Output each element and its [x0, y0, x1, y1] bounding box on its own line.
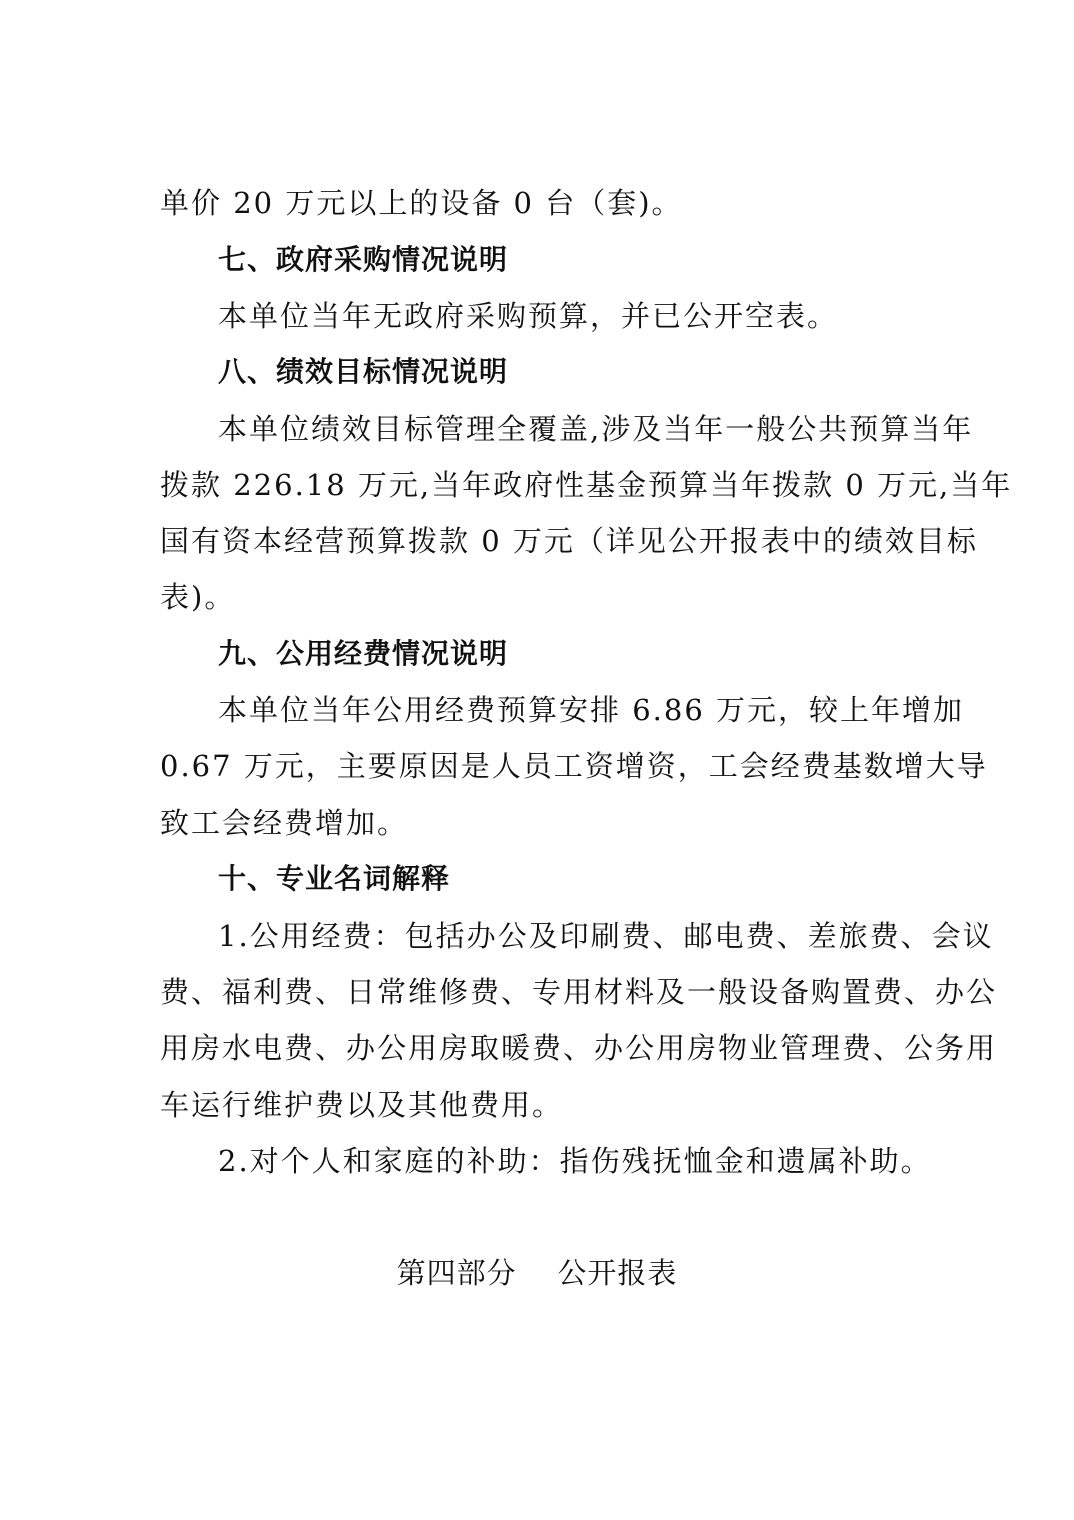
term-1-line: 车运行维护费以及其他费用。 [160, 1088, 564, 1122]
term-1-line: 1.公用经费：包括办公及印刷费、邮电费、差旅费、会议 [218, 919, 994, 953]
section-8-body-line: 表)。 [160, 580, 236, 614]
section-7-body-line: 本单位当年无政府采购预算，并已公开空表。 [218, 299, 839, 333]
continuation-line: 单价 20 万元以上的设备 0 台（套)。 [160, 186, 683, 220]
section-8-body-line: 本单位绩效目标管理全覆盖,涉及当年一般公共预算当年 [218, 412, 974, 446]
term-1-line: 用房水电费、办公用房取暖费、办公用房物业管理费、公务用 [160, 1031, 998, 1065]
section-9-body-line: 本单位当年公用经费预算安排 6.86 万元，较上年增加 [218, 693, 965, 727]
term-1-line: 费、福利费、日常维修费、专用材料及一般设备购置费、办公 [160, 975, 998, 1009]
section-9-body-line: 致工会经费增加。 [160, 806, 409, 840]
term-2-line: 2.对个人和家庭的补助：指伤残抚恤金和遗属补助。 [218, 1144, 932, 1178]
section-8-heading: 八、绩效目标情况说明 [218, 355, 509, 388]
section-7-heading: 七、政府采购情况说明 [218, 243, 509, 276]
section-10-heading: 十、专业名词解释 [218, 862, 451, 895]
section-9-body-line: 0.67 万元，主要原因是人员工资增资，工会经费基数增大导 [160, 749, 988, 783]
part-four-title: 第四部分 公开报表 [396, 1256, 678, 1290]
section-9-heading: 九、公用经费情况说明 [218, 637, 509, 670]
section-8-body-line: 国有资本经营预算拨款 0 万元（详见公开报表中的绩效目标 [160, 524, 978, 558]
section-8-body-line: 拨款 226.18 万元,当年政府性基金预算当年拨款 0 万元,当年 [160, 468, 1013, 502]
